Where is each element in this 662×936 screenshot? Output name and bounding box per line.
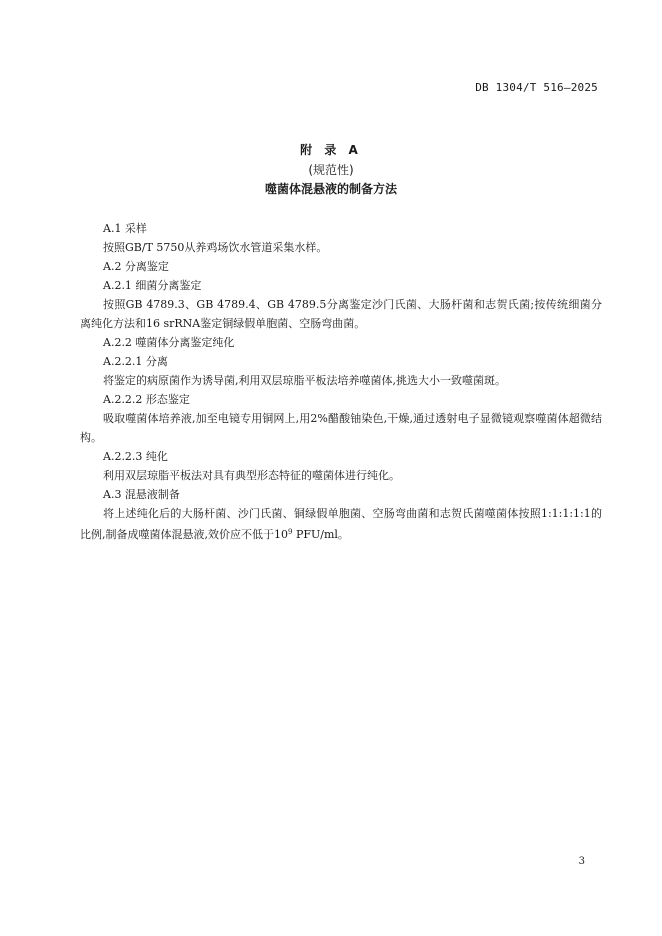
heading-a222: A.2.2.2 形态鉴定 [103,393,190,406]
paragraph-a21: 按照GB 4789.3、GB 4789.4、GB 4789.5分离鉴定沙门氏菌、大肠杆菌和志贺氏菌;按传统细菌分离纯化方法和16 srRNA鉴定铜绿假单胞菌、空肠弯曲菌。 [80,298,602,330]
a3-text-before: 将上述纯化后的大肠杆菌、沙门氏菌、铜绿假单胞菌、空肠弯曲菌和志贺氏菌噬菌体按照1:1:1:1:1的比例,制备成噬菌体混悬液,效价应不低于10 [80,507,602,541]
paragraph-a3 [80,504,602,544]
heading-a1: A.1 采样 [103,222,147,235]
page-number: 3 [578,856,585,867]
paragraph-a1: 按照GB/T 5750从养鸡场饮水管道采集水样。 [103,241,328,254]
paragraph-a222: 吸取噬菌体培养液,加至电镜专用铜网上,用2%醋酸铀染色,干燥,通过透射电子显微镜观察噬菌体超微结构。 [80,412,602,444]
a3-text-after: PFU/ml。 [292,528,349,541]
annex-title: 附 录 A [300,143,362,157]
paragraph-a223: 利用双层琼脂平板法对具有典型形态特征的噬菌体进行纯化。 [103,469,400,482]
annex-kind: (规范性) [308,163,354,177]
annex-name: 噬菌体混悬液的制备方法 [264,182,397,196]
heading-a21: A.2.1 细菌分离鉴定 [103,279,202,292]
heading-a221: A.2.2.1 分离 [103,355,168,368]
heading-a22: A.2.2 噬菌体分离鉴定纯化 [103,336,235,349]
heading-a3: A.3 混悬液制备 [103,488,180,501]
paragraph-a221: 将鉴定的病原菌作为诱导菌,利用双层琼脂平板法培养噬菌体,挑选大小一致噬菌斑。 [103,374,506,387]
heading-a2: A.2 分离鉴定 [103,260,169,273]
doc-code: DB 1304/T 516—2025 [475,81,598,94]
a3-exponent: 9 [288,528,293,536]
heading-a223: A.2.2.3 纯化 [103,450,168,463]
document-body [80,219,602,544]
